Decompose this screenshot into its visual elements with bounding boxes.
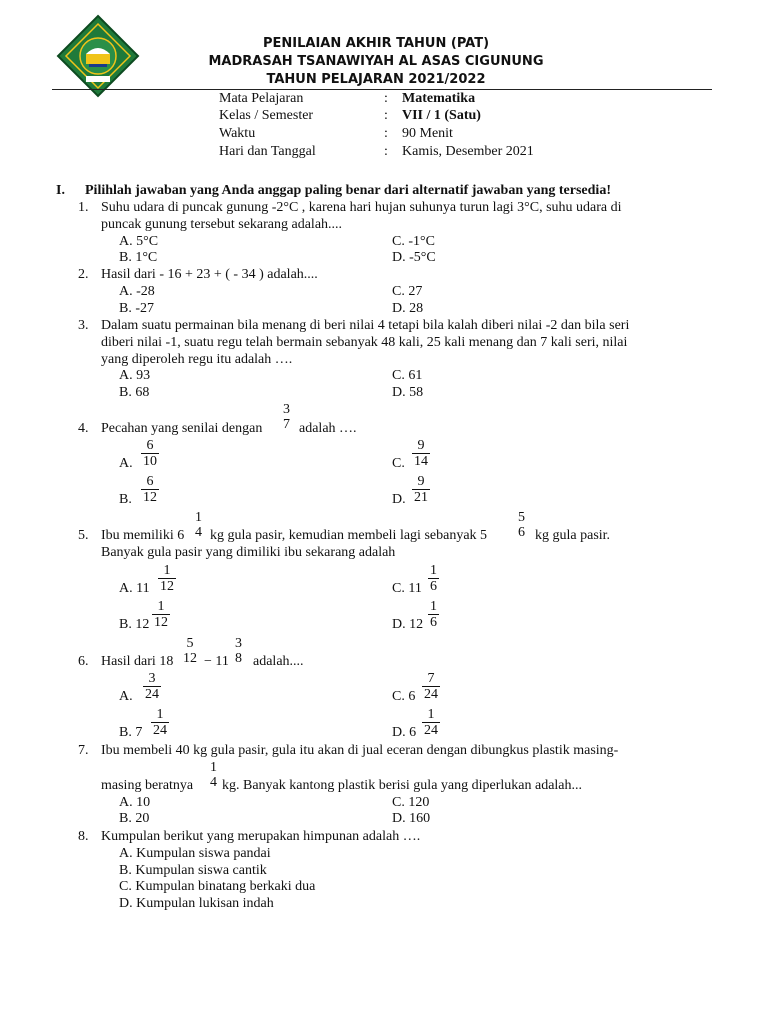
numerator: 9 — [417, 474, 425, 489]
info-label-date: Hari dan Tanggal — [219, 144, 316, 159]
numerator: 1 — [157, 599, 165, 614]
question-text: Banyak gula pasir yang dimiliki ibu sekarang adalah — [101, 545, 396, 560]
option-a: A. 5°C — [119, 234, 159, 249]
option-d: D. 12 — [392, 617, 424, 632]
option-a: A. 93 — [119, 368, 151, 383]
question-text: kg gula pasir, kemudian membeli lagi sebanyak 5 — [210, 528, 488, 543]
denominator: 24 — [424, 687, 438, 702]
option-c: C. 6 — [392, 689, 416, 704]
fraction — [281, 402, 292, 432]
numerator: 1 — [163, 563, 171, 578]
denominator: 8 — [235, 651, 242, 666]
question-number: 1. — [78, 200, 89, 215]
option-c: C. Kumpulan binatang berkaki dua — [119, 879, 316, 894]
option-b: B. -27 — [119, 301, 154, 316]
info-label-subject: Mata Pelajaran — [219, 91, 304, 106]
option-a: A. -28 — [119, 284, 155, 299]
denominator: 14 — [414, 454, 428, 469]
denominator: 24 — [424, 723, 438, 738]
option-b: B. 7 — [119, 725, 143, 740]
operator: − 11 — [204, 654, 229, 669]
option-a: A. 11 — [119, 581, 150, 596]
question-text: Dalam suatu permainan bila menang di beri nilai 4 tetapi bila kalah diberi nilai -2 dan bila seri — [101, 318, 630, 333]
header-rule — [52, 89, 712, 90]
question-number: 8. — [78, 829, 89, 844]
info-colon: : — [384, 108, 388, 123]
option-b: B. 12 — [119, 617, 150, 632]
fraction — [158, 563, 176, 594]
fraction — [428, 563, 439, 594]
question-text: adalah.... — [253, 654, 304, 669]
question-text: Kumpulan berikut yang merupakan himpunan adalah …. — [101, 829, 421, 844]
denominator: 6 — [518, 525, 525, 540]
header-line-2: MADRASAH TSANAWIYAH AL ASAS CIGUNUNG — [208, 54, 544, 69]
numerator: 1 — [430, 563, 437, 578]
numerator: 1 — [427, 707, 435, 722]
denominator: 21 — [414, 490, 428, 505]
info-value-subject: Matematika — [402, 91, 476, 106]
numerator: 5 — [186, 636, 194, 651]
option-b: B. 68 — [119, 385, 150, 400]
section-instruction: Pilihlah jawaban yang Anda anggap paling benar dari alternatif jawaban yang tersedia! — [85, 183, 611, 198]
question-number: 4. — [78, 421, 89, 436]
fraction — [141, 474, 159, 505]
denominator: 6 — [430, 615, 437, 630]
question-text: kg. Banyak kantong plastik berisi gula yang diperlukan adalah... — [222, 778, 583, 793]
question-text: diberi nilai -1, suatu regu telah bermain sebanyak 48 kali, 25 kali menang dan 7 kali seri, nilai — [101, 335, 628, 350]
option-d: D. — [392, 492, 406, 507]
fraction — [412, 474, 430, 505]
fraction — [412, 438, 430, 469]
denominator: 10 — [143, 454, 157, 469]
denominator: 12 — [160, 579, 174, 594]
question-text: puncak gunung tersebut sekarang adalah.... — [101, 217, 343, 232]
numerator: 3 — [235, 636, 242, 651]
numerator: 1 — [195, 510, 202, 525]
section-number: I. — [56, 183, 65, 198]
question-text: Pecahan yang senilai dengan — [101, 421, 263, 436]
fraction — [208, 760, 219, 790]
numerator: 3 — [148, 671, 156, 686]
fraction — [422, 707, 440, 738]
question-text: adalah …. — [299, 421, 357, 436]
option-d: D. -5°C — [392, 250, 436, 265]
info-label-class: Kelas / Semester — [219, 108, 314, 123]
header-line-3: TAHUN PELAJARAN 2021/2022 — [266, 72, 486, 87]
numerator: 7 — [427, 671, 435, 686]
fraction — [428, 599, 439, 630]
question-number: 3. — [78, 318, 89, 333]
question-text: yang diperoleh regu itu adalah …. — [101, 352, 293, 367]
info-label-time: Waktu — [219, 126, 256, 141]
option-b: B. 1°C — [119, 250, 158, 265]
option-c: C. 120 — [392, 795, 430, 810]
question-number: 7. — [78, 743, 89, 758]
header-line-1: PENILAIAN AKHIR TAHUN (PAT) — [262, 36, 490, 51]
question-number: 2. — [78, 267, 89, 282]
option-b: B. 20 — [119, 811, 150, 826]
option-d: D. Kumpulan lukisan indah — [119, 896, 274, 911]
denominator: 24 — [153, 723, 167, 738]
numerator: 9 — [417, 438, 425, 453]
option-d: D. 6 — [392, 725, 417, 740]
info-colon: : — [384, 126, 388, 141]
info-colon: : — [384, 144, 388, 159]
option-d: D. 160 — [392, 811, 431, 826]
question-number: 6. — [78, 654, 89, 669]
question-text: kg gula pasir. — [535, 528, 611, 543]
option-c: C. 27 — [392, 284, 423, 299]
option-c: C. 61 — [392, 368, 423, 383]
denominator: 12 — [183, 651, 197, 666]
fraction — [181, 636, 199, 666]
fraction — [516, 510, 527, 540]
option-c: C. — [392, 456, 405, 471]
fraction — [143, 671, 161, 702]
info-value-class: VII / 1 (Satu) — [402, 108, 481, 123]
fraction — [422, 671, 440, 702]
option-c: C. -1°C — [392, 234, 435, 249]
question-text: Ibu membeli 40 kg gula pasir, gula itu akan di jual eceran dengan dibungkus plastik masing- — [101, 743, 619, 758]
option-d: D. 28 — [392, 301, 424, 316]
denominator: 4 — [210, 775, 217, 790]
info-value-time: 90 Menit — [402, 126, 453, 141]
numerator: 3 — [283, 402, 290, 417]
info-value-date: Kamis, Desember 2021 — [402, 144, 534, 159]
fraction — [233, 636, 244, 666]
question-text: Suhu udara di puncak gunung -2°C , karena hari hujan suhunya turun lagi 3°C, suhu udara di — [101, 200, 622, 215]
info-colon: : — [384, 91, 388, 106]
numerator: 1 — [430, 599, 437, 614]
denominator: 7 — [283, 417, 290, 432]
numerator: 6 — [146, 474, 154, 489]
school-crest-icon — [56, 14, 140, 98]
fraction — [193, 510, 204, 540]
denominator: 4 — [195, 525, 202, 540]
denominator: 12 — [143, 490, 157, 505]
fraction — [152, 599, 170, 630]
option-a: A. — [119, 456, 133, 471]
question-text: Hasil dari 18 — [101, 654, 174, 669]
numerator: 6 — [146, 438, 154, 453]
option-b: B. Kumpulan siswa cantik — [119, 863, 267, 878]
option-c: C. 11 — [392, 581, 422, 596]
question-number: 5. — [78, 528, 89, 543]
numerator: 1 — [210, 760, 217, 775]
numerator: 1 — [156, 707, 164, 722]
option-a: A. 10 — [119, 795, 151, 810]
fraction — [151, 707, 169, 738]
option-b: B. — [119, 492, 132, 507]
option-a: A. — [119, 689, 133, 704]
denominator: 6 — [430, 579, 437, 594]
option-a: A. Kumpulan siswa pandai — [119, 846, 271, 861]
denominator: 12 — [154, 615, 168, 630]
question-text: Hasil dari - 16 + 23 + ( - 34 ) adalah.... — [101, 267, 318, 282]
question-text: masing beratnya — [101, 778, 194, 793]
fraction — [141, 438, 159, 469]
denominator: 24 — [145, 687, 159, 702]
numerator: 5 — [518, 510, 525, 525]
option-d: D. 58 — [392, 385, 424, 400]
question-text: Ibu memiliki 6 — [101, 528, 185, 543]
